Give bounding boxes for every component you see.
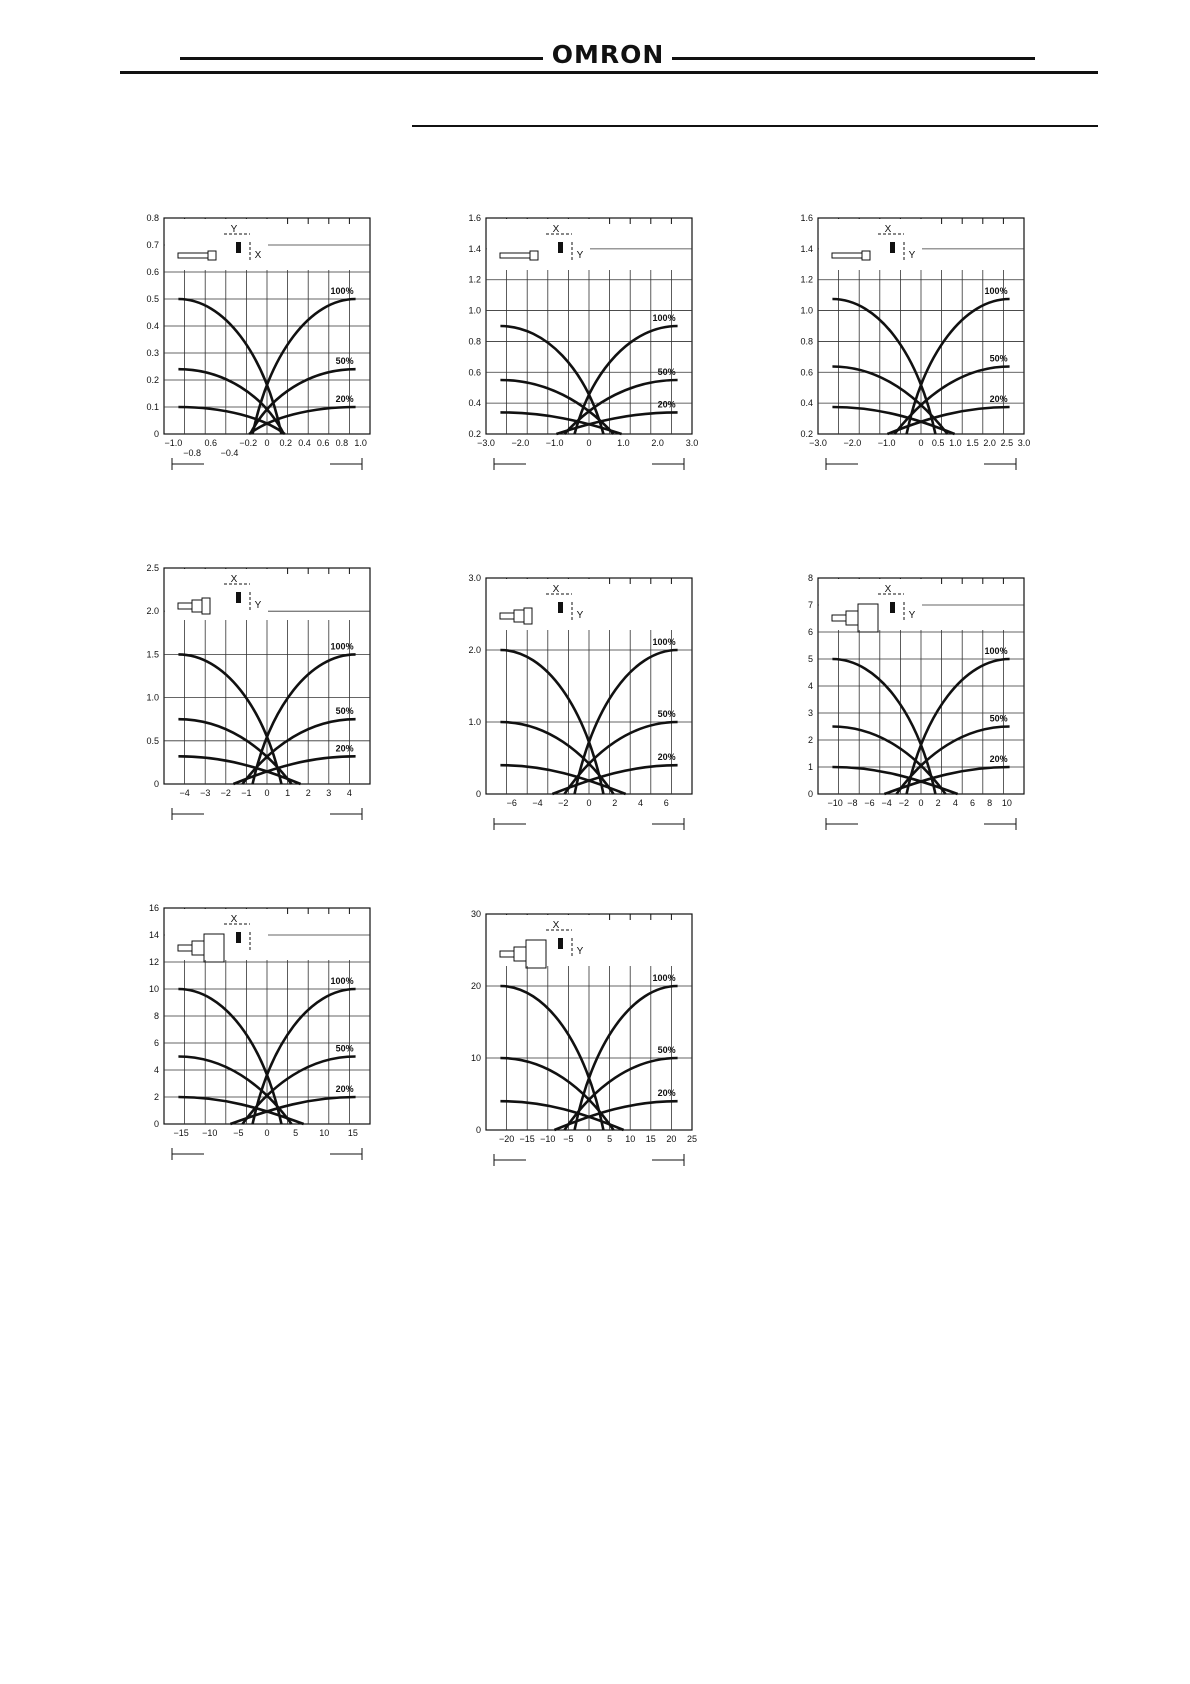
x-symbol-label: X	[230, 914, 238, 925]
series-label: 20%	[657, 1088, 676, 1099]
x-tick-label: −2	[220, 788, 231, 798]
y-symbol-label: X	[254, 250, 262, 261]
y-tick-label: 1.0	[468, 305, 481, 316]
series-label: 100%	[984, 646, 1008, 656]
x-tick-label: −6	[864, 798, 875, 808]
y-tick-label: 2.5	[146, 563, 159, 573]
x-tick-label: −1.0	[877, 438, 896, 448]
y-tick-label: 1.0	[146, 692, 159, 703]
x-tick-label: 5	[293, 1128, 299, 1138]
x-tick-label: −1	[241, 788, 252, 798]
series-label: 100%	[652, 313, 676, 323]
x-tick-label: 4	[637, 798, 644, 808]
y-tick-label: 7	[807, 600, 813, 610]
x-tick-label: 2.0	[983, 438, 996, 448]
x-tick-label: 10	[1001, 798, 1012, 808]
x-tick-label: −6	[506, 798, 517, 808]
series-label: 20%	[335, 1084, 354, 1094]
x-tick-label: 4	[952, 798, 958, 808]
y-symbol-label: Y	[908, 250, 916, 261]
y-tick-label: 0.7	[146, 240, 159, 250]
y-tick-label: 0.8	[468, 336, 481, 347]
x-tick-label: 0.8	[335, 438, 349, 448]
x-symbol-label: X	[884, 584, 892, 595]
x-tick-label: 4	[346, 788, 352, 798]
x-tick-label: 3.0	[1017, 438, 1031, 448]
x-tick-label: 0.5	[931, 438, 945, 448]
x-tick-label: 20	[666, 1134, 677, 1144]
brand-logo: OMRON	[551, 40, 665, 69]
y-tick-label: 0	[475, 789, 481, 799]
chart-5	[452, 570, 742, 860]
y-symbol-label: Y	[576, 610, 584, 621]
header-rule-right	[672, 57, 1035, 60]
x-tick-label: −1.0	[545, 438, 564, 448]
y-tick-label: 0.4	[468, 398, 481, 409]
target-marker-icon	[236, 592, 241, 603]
target-marker-icon	[558, 602, 563, 613]
y-tick-label: 1.0	[800, 305, 813, 316]
y-tick-label: 1.6	[800, 213, 813, 223]
y-tick-label: 0.6	[800, 367, 813, 378]
x-tick-label: 8	[987, 798, 993, 808]
x-tick-label: 5	[607, 1134, 613, 1144]
target-marker-icon	[236, 932, 241, 943]
y-tick-label: 0	[475, 1125, 481, 1135]
series-label: 20%	[657, 752, 676, 763]
series-label: 100%	[330, 976, 354, 986]
x-tick-label: 0	[586, 438, 592, 448]
x-tick-label: 6	[969, 798, 976, 808]
x-tick-label: −1.0	[164, 438, 183, 448]
x-tick-label: −2.0	[843, 438, 862, 448]
x-tick-label: 0	[264, 438, 270, 448]
y-symbol-label: Y	[576, 250, 584, 261]
x-tick-label: −10	[540, 1134, 556, 1144]
x-tick-label: −3	[200, 788, 211, 798]
series-label: 20%	[335, 394, 354, 404]
y-tick-label: 0	[153, 1119, 159, 1129]
y-tick-label: 0.6	[146, 267, 159, 277]
y-tick-label: 1.2	[800, 274, 813, 285]
series-label: 20%	[335, 743, 354, 754]
y-symbol-label: Y	[576, 946, 584, 957]
x-tick-label: −0.4	[220, 448, 239, 458]
y-tick-label: 20	[470, 981, 481, 991]
y-tick-label: 0	[153, 429, 159, 439]
inset-box	[165, 219, 268, 269]
x-tick-label: 1.0	[949, 438, 962, 448]
x-tick-label: 2.0	[651, 438, 664, 448]
y-tick-label: 2	[807, 735, 813, 745]
x-tick-label: 0.6	[316, 438, 330, 448]
series-label: 50%	[989, 713, 1008, 724]
x-tick-label: 0	[918, 438, 924, 448]
x-tick-label: −4	[881, 798, 892, 808]
x-tick-label: −15	[519, 1134, 535, 1144]
y-tick-label: 10	[470, 1053, 481, 1063]
inset-box	[487, 219, 590, 269]
series-label: 50%	[657, 367, 676, 377]
x-tick-label: −2.0	[511, 438, 530, 448]
y-tick-label: 2.0	[468, 645, 481, 655]
y-tick-label: 10	[148, 984, 159, 994]
y-tick-label: 2.0	[146, 606, 159, 617]
inset-box	[165, 569, 268, 619]
series-label: 50%	[657, 709, 676, 719]
y-tick-label: 1.2	[468, 274, 481, 285]
x-tick-label: 2.5	[1000, 438, 1014, 448]
series-label: 20%	[989, 394, 1008, 404]
chart-3	[784, 210, 1074, 510]
series-label: 50%	[989, 353, 1008, 364]
y-tick-label: 3.0	[468, 573, 481, 583]
y-tick-label: 0.6	[468, 367, 481, 378]
series-label: 100%	[330, 641, 354, 652]
series-label: 50%	[335, 356, 354, 367]
y-tick-label: 12	[148, 957, 159, 967]
x-tick-label: 6	[663, 798, 669, 808]
x-tick-label: 2	[612, 798, 618, 808]
y-tick-label: 6	[807, 627, 813, 637]
series-label: 50%	[335, 706, 354, 717]
series-label: 100%	[652, 973, 676, 983]
inset-box	[487, 579, 590, 629]
y-symbol-label: Y	[908, 610, 916, 621]
y-tick-label: 1.6	[468, 213, 481, 223]
x-tick-label: −10	[202, 1128, 218, 1138]
target-marker-icon	[236, 242, 241, 253]
x-tick-label: 1.5	[966, 438, 979, 448]
series-label: 100%	[330, 286, 354, 296]
x-tick-label: −20	[498, 1134, 515, 1144]
series-label: 20%	[989, 754, 1008, 764]
x-tick-label: −3.0	[477, 438, 495, 448]
y-tick-label: 0	[153, 779, 159, 789]
x-tick-label: 0	[264, 788, 270, 798]
x-tick-label: −2	[558, 798, 569, 808]
x-tick-label: 0	[586, 798, 592, 808]
x-tick-label: −5	[233, 1128, 244, 1138]
x-tick-label: 25	[686, 1134, 698, 1144]
section-rule	[412, 125, 1098, 127]
y-tick-label: 5	[807, 654, 813, 664]
x-tick-label: 10	[625, 1134, 636, 1144]
x-tick-label: −15	[173, 1128, 189, 1138]
y-tick-label: 4	[807, 681, 813, 691]
x-tick-label: −3.0	[809, 438, 827, 448]
series-label: 50%	[657, 1045, 676, 1055]
x-tick-label: 1	[285, 788, 291, 798]
x-tick-label: −4	[179, 788, 190, 798]
y-tick-label: 0.5	[146, 294, 159, 304]
x-tick-label: −0.8	[183, 448, 201, 458]
series-label: 50%	[335, 1043, 354, 1054]
x-tick-label: 15	[645, 1134, 656, 1144]
x-tick-label: 2	[935, 798, 941, 808]
y-tick-label: 0.4	[800, 398, 813, 409]
header-rule-main	[120, 71, 1098, 74]
y-tick-label: 16	[148, 903, 159, 913]
x-tick-label: −8	[847, 798, 858, 808]
x-symbol-label: Y	[230, 224, 238, 235]
x-tick-label: 1.0	[354, 438, 367, 448]
y-tick-label: 0	[807, 789, 813, 799]
x-symbol-label: X	[552, 920, 560, 931]
y-tick-label: 0.2	[800, 429, 813, 439]
series-label: 100%	[984, 286, 1008, 296]
chart-2	[452, 210, 742, 500]
y-tick-label: 1.5	[146, 649, 159, 660]
chart-6	[784, 570, 1074, 860]
chart-7	[130, 900, 410, 1190]
x-tick-label: −2	[898, 798, 909, 808]
y-tick-label: 6	[153, 1038, 159, 1048]
x-tick-label: −0.2	[239, 438, 258, 448]
y-tick-label: 8	[807, 573, 813, 583]
target-marker-icon	[890, 242, 895, 253]
x-tick-label: 0.2	[279, 438, 292, 448]
chart-8	[452, 906, 742, 1196]
y-tick-label: 1	[807, 762, 813, 772]
y-tick-label: 0.1	[146, 402, 159, 412]
y-tick-label: 1.0	[468, 717, 481, 727]
y-tick-label: 1.4	[800, 243, 813, 254]
chart-4	[130, 560, 410, 850]
x-symbol-label: X	[884, 224, 892, 235]
target-marker-icon	[558, 938, 563, 949]
x-tick-label: −4	[532, 798, 543, 808]
x-tick-label: 0.6	[204, 438, 218, 448]
y-tick-label: 14	[148, 930, 159, 940]
inset-box	[819, 219, 922, 269]
x-tick-label: −10	[827, 798, 843, 808]
x-tick-label: 0.4	[298, 438, 311, 448]
target-marker-icon	[890, 602, 895, 613]
header-rule-left	[180, 57, 543, 60]
y-tick-label: 1.4	[468, 243, 481, 254]
series-label: 20%	[657, 399, 676, 410]
y-tick-label: 0.8	[800, 336, 813, 347]
x-tick-label: 0	[586, 1134, 592, 1144]
y-tick-label: 0.2	[468, 429, 481, 439]
y-symbol-label: Y	[254, 600, 262, 611]
series-label: 100%	[652, 637, 676, 647]
x-tick-label: 2	[305, 788, 311, 798]
x-tick-label: 15	[347, 1128, 358, 1138]
y-tick-label: 0.2	[146, 375, 159, 385]
y-tick-label: 0.4	[146, 321, 159, 331]
x-tick-label: 10	[319, 1128, 330, 1138]
x-tick-label: 1.0	[617, 438, 630, 448]
chart-1	[130, 210, 410, 500]
y-tick-label: 0.5	[146, 735, 159, 746]
x-symbol-label: X	[552, 584, 560, 595]
x-tick-label: 3	[326, 788, 332, 798]
target-marker-icon	[558, 242, 563, 253]
y-tick-label: 3	[807, 708, 813, 718]
x-symbol-label: X	[230, 574, 238, 585]
x-tick-label: 0	[918, 798, 924, 808]
x-symbol-label: X	[552, 224, 560, 235]
x-tick-label: 3.0	[685, 438, 699, 448]
x-tick-label: −5	[563, 1134, 574, 1144]
y-tick-label: 2	[153, 1092, 159, 1102]
y-tick-label: 4	[153, 1065, 159, 1075]
y-tick-label: 0.8	[146, 213, 159, 223]
x-tick-label: 0	[264, 1128, 270, 1138]
y-tick-label: 30	[470, 909, 481, 919]
y-tick-label: 0.3	[146, 348, 159, 358]
y-tick-label: 8	[153, 1011, 159, 1021]
